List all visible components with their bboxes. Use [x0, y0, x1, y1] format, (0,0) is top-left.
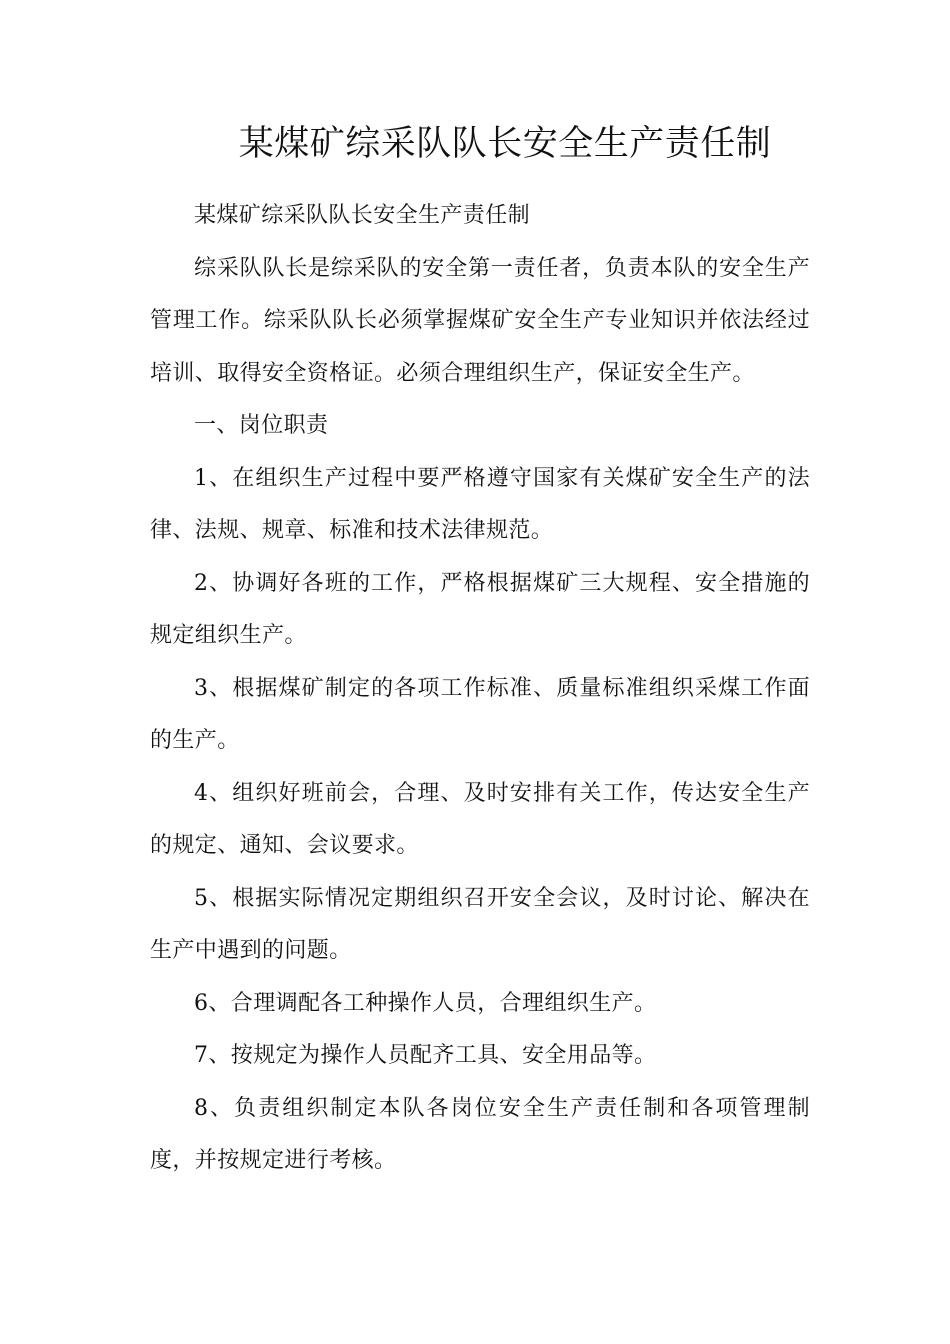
duty-item-7: 7、按规定为操作人员配齐工具、安全用品等。: [194, 1043, 657, 1068]
duty-item-2: 2、协调好各班的工作，严格根据煤矿三大规程、安全措施的规定组织生产。: [150, 570, 810, 648]
duty-item-6: 6、合理调配各工种操作人员，合理组织生产。: [194, 990, 657, 1016]
document-body: [150, 190, 810, 1188]
intro-paragraph: 综采队队长是综采队的安全第一责任者，负责本队的安全生产管理工作。综采队队长必须掌握煤矿安全生产专业知识并依法经过培训、取得安全资格证。必须合理组织生产，保证安全生产。: [150, 255, 810, 386]
subtitle-paragraph: 某煤矿综采队队长安全生产责任制: [194, 203, 531, 228]
document-title: 某煤矿综采队队长安全生产责任制: [238, 124, 772, 164]
duty-item-3: 3、根据煤矿制定的各项工作标准、质量标准组织采煤工作面的生产。: [150, 675, 810, 753]
duty-item-4: 4、组织好班前会，合理、及时安排有关工作，传达安全生产的规定、通知、会议要求。: [150, 780, 810, 858]
duty-item-8: 8、负责组织制定本队各岗位安全生产责任制和各项管理制度，并按规定进行考核。: [150, 1095, 810, 1173]
duty-item-5: 5、根据实际情况定期组织召开安全会议，及时讨论、解决在生产中遇到的问题。: [150, 885, 810, 963]
section-heading: 一、岗位职责: [194, 413, 329, 438]
duty-item-1: 1、在组织生产过程中要严格遵守国家有关煤矿安全生产的法律、法规、规章、标准和技术法律规范。: [150, 465, 810, 543]
